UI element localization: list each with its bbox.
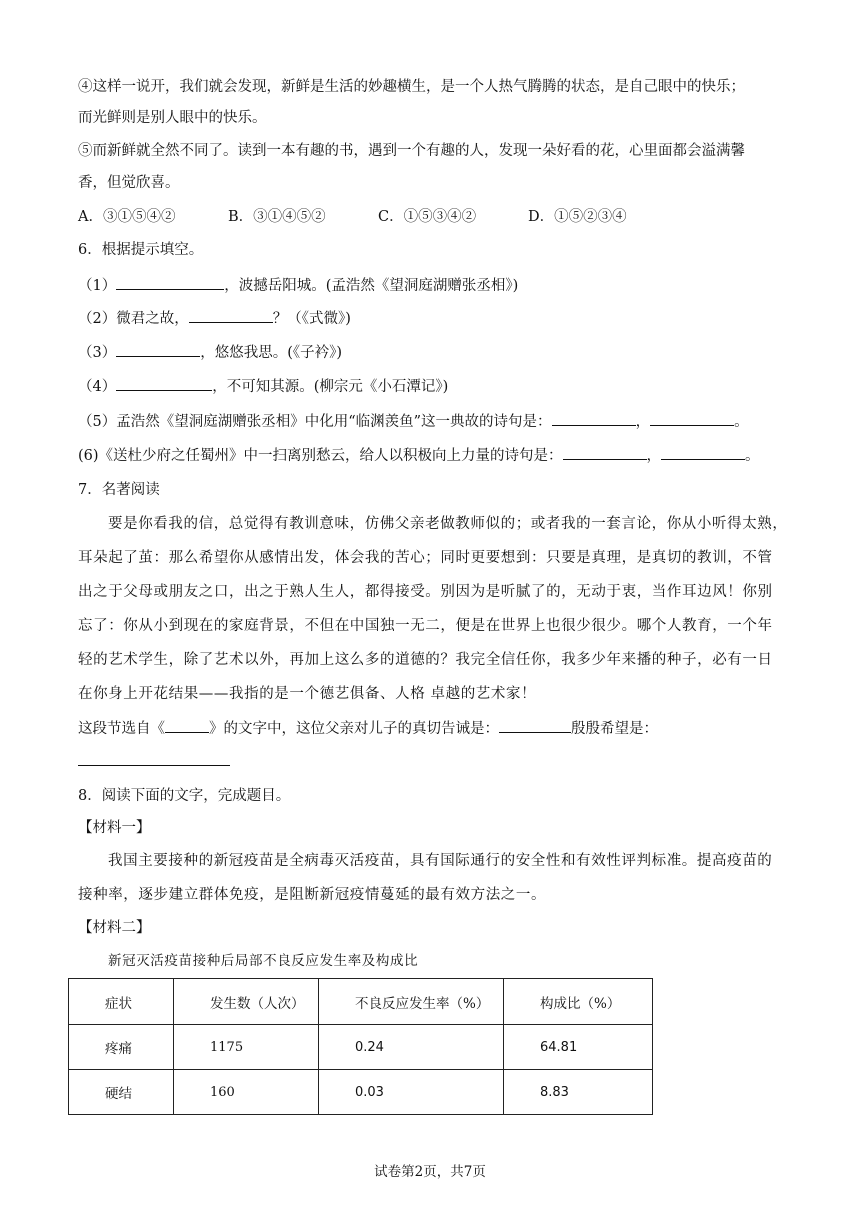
q8-title: 8．阅读下面的文字，完成题目。 [78,788,291,804]
answer-blank[interactable] [189,308,273,323]
page-footer: 试卷第2页，共7页 [374,1164,486,1180]
q5-choices [78,207,627,227]
table-cell: 0.24 [319,1025,504,1070]
answer-blank[interactable] [650,411,734,426]
q6-title: 6．根据提示填空。 [78,242,204,258]
q7-question: 这段节选自《 》的文字中，这位父亲对儿子的真切告诫是： 殷殷希望是： [78,718,658,739]
material2-label: 【材料二】 [78,920,151,936]
choice-b[interactable]: B．③①④⑤② [228,209,326,225]
q7-passage-line-2: 耳朵起了茧：那么希望你从感情出发，体会我的苦心；同时更要想到：只要是真理，是真切的教训，不管 [78,550,773,566]
q6-item-2: （2）微君之故， ？（《式微》) [78,308,351,329]
choice-d[interactable]: D．①⑤②③④ [528,209,627,225]
table-header-row [69,979,653,1025]
q7-passage-line-4: 忘了：你从小到现在的家庭背景，不但在中国独一无二，便是在世界上也很少很少。哪个人教育，一个年 [78,618,773,634]
table-cell: 1175 [174,1025,319,1070]
table-cell: 疼痛 [69,1025,174,1070]
book-title-blank[interactable] [165,718,209,733]
table-header: 症状 [69,979,174,1025]
q5-item5-line1: ⑤而新鲜就全然不同了。读到一本有趣的书，遇到一个有趣的人，发现一朵好看的花，心里面都会溢满馨 [78,143,745,159]
q6-item-5: （5）孟浩然《望洞庭湖赠张丞相》中化用“临渊羡鱼”这一典故的诗句是： ， 。 [78,411,749,432]
answer-blank[interactable] [499,718,571,733]
answer-blank[interactable] [116,275,224,290]
q7-passage-line-5: 轻的艺术学生，除了艺术以外，再加上这么多的道德的？我完全信任你，我多少年来播的种子，必有一日 [78,652,773,668]
answer-line[interactable] [78,765,230,766]
table-header: 构成比（%） [504,979,653,1025]
table-row [69,1070,653,1115]
q6-item-4: （4） ，不可知其源。(柳宗元《小石潭记》) [78,376,448,397]
q6-item-3: （3） ，悠悠我思。(《子衿》) [78,342,342,363]
q6-item-1: （1） ，波撼岳阳城。(孟浩然《望洞庭湖赠张丞相》) [78,275,518,296]
table-cell: 8.83 [504,1070,653,1115]
answer-blank[interactable] [552,411,636,426]
table-header: 发生数（人次） [174,979,319,1025]
table-cell: 0.03 [319,1070,504,1115]
q5-item5-line2: 香，但觉欣喜。 [78,175,180,191]
choice-c[interactable]: C．①⑤③④② [378,209,477,225]
table-caption: 新冠灭活疫苗接种后局部不良反应发生率及构成比 [108,953,419,969]
table-cell: 硬结 [69,1070,174,1115]
answer-blank[interactable] [563,445,647,460]
table-cell: 64.81 [504,1025,653,1070]
q7-passage-line-3: 出之于父母或朋友之口，出之于熟人生人，都得接受。别因为是听腻了的，无动于衷，当作耳边风！你别 [78,584,773,600]
answer-blank[interactable] [661,445,745,460]
q5-item4-line2: 而光鲜则是别人眼中的快乐。 [78,110,267,126]
choice-a[interactable]: A．③①⑤④② [78,209,176,225]
answer-blank[interactable] [116,376,212,391]
q7-passage-line-6: 在你身上开花结果——我指的是一个德艺俱备、人格 卓越的艺术家！ [78,686,537,702]
table-cell: 160 [174,1070,319,1115]
material1-line-1: 我国主要接种的新冠疫苗是全病毒灭活疫苗，具有国际通行的安全性和有效性评判标准。提高疫苗的 [108,853,773,869]
table-header: 不良反应发生率（%） [319,979,504,1025]
material1-line-2: 接种率，逐步建立群体免疫，是阻断新冠疫情蔓延的最有效方法之一。 [78,887,547,903]
adverse-reaction-table [68,978,653,1115]
q5-item4-line1: ④这样一说开，我们就会发现，新鲜是生活的妙趣横生，是一个人热气腾腾的状态，是自己眼中的快乐； [78,79,745,95]
table-row [69,1025,653,1070]
answer-blank[interactable] [116,342,200,357]
q7-passage-line-1: 要是你看我的信，总觉得有教训意味，仿佛父亲老做教师似的；或者我的一套言论，你从小听得太熟， [108,516,788,532]
q6-item-6: (6)《送杜少府之任蜀州》中一扫离别愁云，给人以积极向上力量的诗句是： ， 。 [78,445,760,466]
q7-title: 7．名著阅读 [78,482,160,498]
material1-label: 【材料一】 [78,820,151,836]
